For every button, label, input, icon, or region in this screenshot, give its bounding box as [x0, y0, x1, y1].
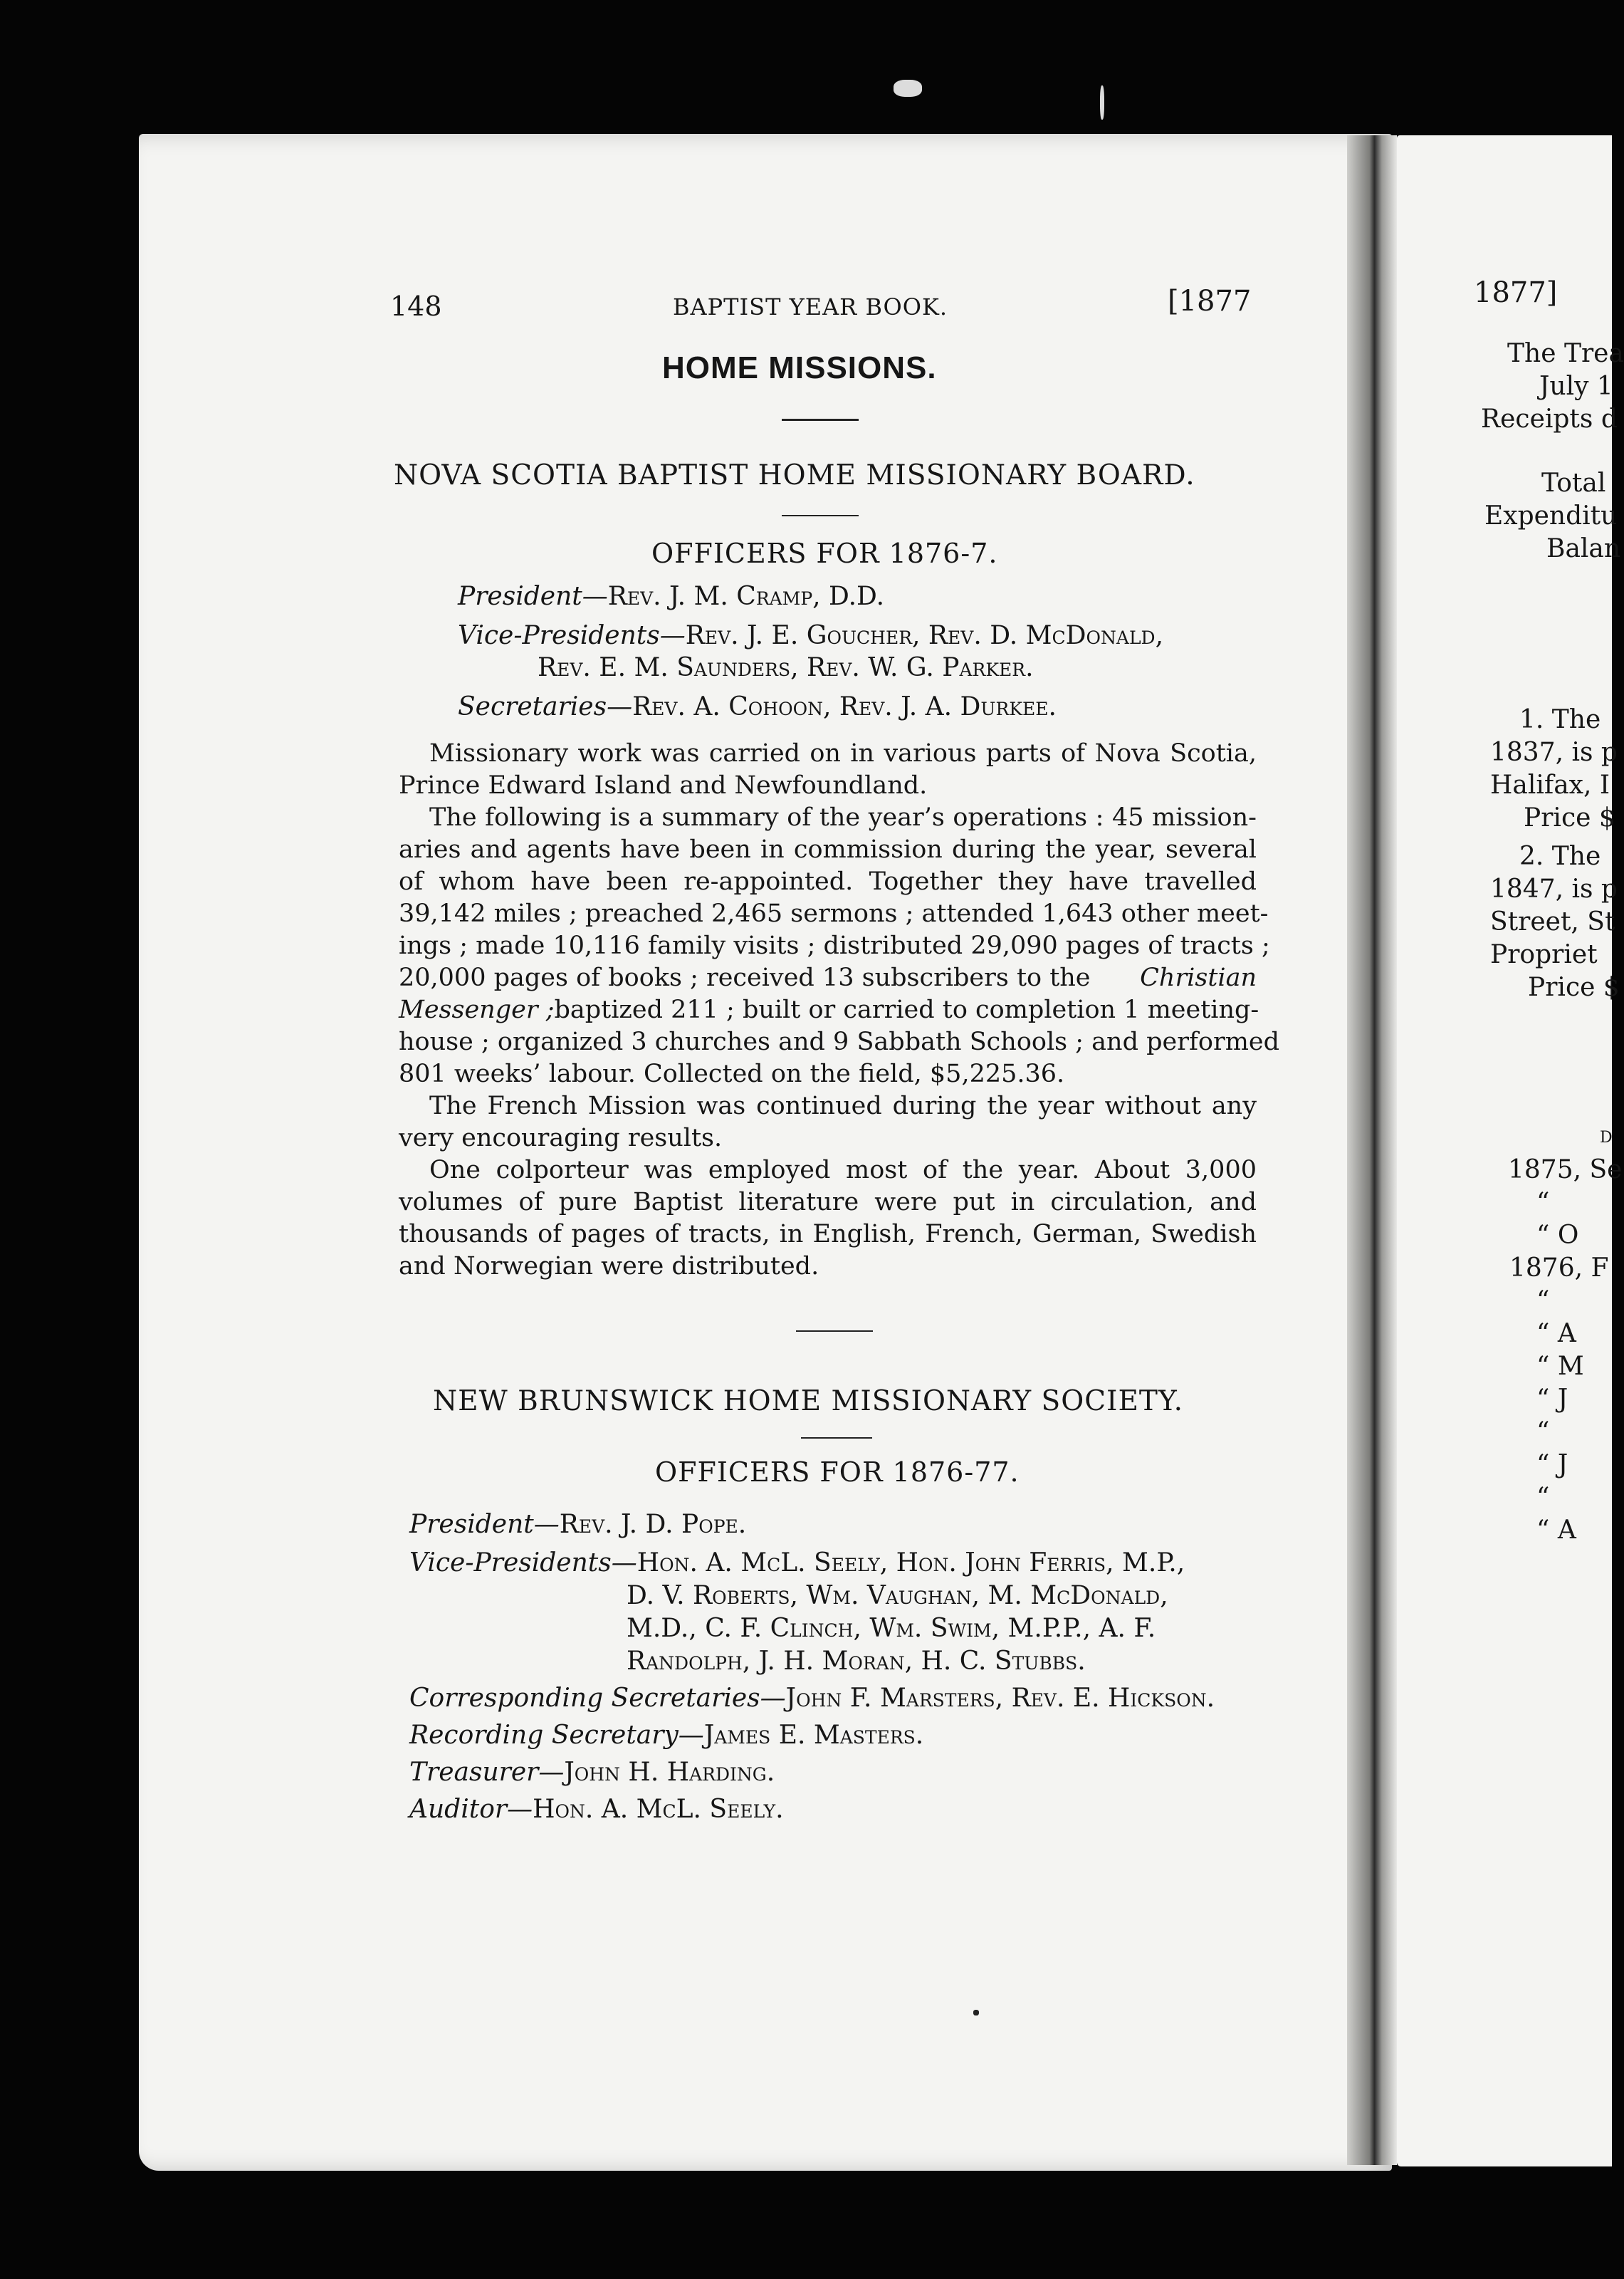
running-title: BAPTIST YEAR BOOK. — [673, 293, 948, 320]
ns-para2-line5: ings ; made 10,116 family visits ; distributed 29,090 pages of tracts ; — [399, 932, 1270, 960]
right-line: July 1 — [1539, 372, 1613, 401]
ns-para3-line1: The French Mission was continued during the year without any — [429, 1092, 1257, 1120]
ns-para2-line8: house ; organized 3 churches and 9 Sabbath Schools ; and performed — [399, 1028, 1280, 1056]
right-line: Price $ — [1524, 803, 1615, 833]
right-line: Balan — [1546, 534, 1621, 563]
nb-vp-line2: D. V. Roberts, Wm. Vaughan, M. McDonald, — [627, 1581, 1168, 1610]
divider — [782, 515, 859, 516]
nb-heading: NEW BRUNSWICK HOME MISSIONARY SOCIETY. — [433, 1385, 1184, 1417]
officer-names: Rev. J. E. Goucher, Rev. D. McDonald, — [685, 621, 1164, 650]
italic-christian: Christian — [1140, 964, 1257, 992]
right-year: 1877] — [1474, 276, 1558, 309]
right-line: 1847, is p — [1490, 875, 1618, 904]
scan-speck — [894, 80, 922, 97]
ns-vice-presidents — [458, 620, 1163, 652]
ns-para2-line4: 39,142 miles ; preached 2,465 sermons ; attended 1,643 other meet- — [399, 899, 1269, 928]
officer-names: John H. Harding. — [564, 1758, 775, 1787]
ns-officers-heading: OFFICERS FOR 1876-7. — [651, 538, 998, 569]
ns-para4-line4: and Norwegian were distributed. — [399, 1252, 819, 1281]
divider — [801, 1437, 872, 1439]
right-line: The Trea — [1507, 339, 1624, 368]
nb-treasurer — [409, 1756, 775, 1789]
divider — [782, 419, 859, 421]
ns-para2-line6-text: 20,000 pages of books ; received 13 subscribers to the — [399, 964, 1091, 992]
officer-names: Rev. J. D. Pope. — [559, 1510, 747, 1539]
role-label: President— — [409, 1510, 560, 1539]
right-line: 1875, Se — [1508, 1155, 1623, 1184]
ns-para4-line1: One colporteur was employed most of the year. About 3,000 — [429, 1156, 1257, 1184]
officer-names: Rev. J. M. Cramp, D.D. — [607, 582, 885, 611]
ns-vice-presidents-cont: Rev. E. M. Saunders, Rev. W. G. Parker. — [538, 653, 1034, 682]
nb-recording-secretary — [409, 1719, 923, 1752]
ns-para4-line3: thousands of pages of tracts, in English, French, German, Swedish — [399, 1220, 1257, 1248]
role-label: Recording Secretary— — [409, 1721, 704, 1750]
nb-vp-line3: M.D., C. F. Clinch, Wm. Swim, M.P.P., A. F. — [627, 1614, 1156, 1643]
officer-names: Hon. A. McL. Seely, Hon. John Ferris, M.P., — [636, 1548, 1185, 1577]
right-line: “ — [1536, 1286, 1550, 1315]
ns-secretaries — [458, 691, 1057, 724]
book-gutter — [1347, 135, 1397, 2165]
right-line: “ — [1536, 1188, 1550, 1217]
officer-names: James E. Masters. — [703, 1721, 924, 1750]
role-label: Secretaries— — [458, 692, 633, 721]
right-line: “ — [1536, 1483, 1550, 1512]
right-line: “ — [1536, 1417, 1550, 1446]
right-line: “ J — [1536, 1384, 1568, 1414]
scan-speck — [1100, 85, 1104, 120]
ink-dot — [973, 2010, 979, 2015]
right-line: “ J — [1536, 1450, 1568, 1479]
officer-names: John F. Marsters, Rev. E. Hickson. — [785, 1684, 1215, 1713]
right-line: “ A — [1536, 1319, 1576, 1348]
right-line: 2. The — [1519, 842, 1601, 871]
right-line: Expenditu — [1484, 501, 1618, 531]
ns-para3-line2: very encouraging results. — [399, 1124, 723, 1152]
ns-para2-line2: aries and agents have been in commission during the year, several — [399, 835, 1257, 864]
running-year: [1877 — [1168, 285, 1252, 318]
nb-vice-presidents — [409, 1547, 1185, 1580]
right-line: “ A — [1536, 1516, 1576, 1545]
right-line: D — [1600, 1129, 1613, 1147]
right-line: “ M — [1536, 1352, 1584, 1381]
left-page — [139, 134, 1392, 2171]
right-line: 1876, F — [1509, 1253, 1609, 1283]
ns-para2-line1: The following is a summary of the year’s operations : 45 mission- — [429, 803, 1257, 832]
right-line: Street, St — [1490, 907, 1615, 937]
officer-names: Hon. A. McL. Seely. — [533, 1795, 784, 1824]
nb-president — [409, 1508, 746, 1541]
right-line: Price $ — [1528, 973, 1620, 1002]
right-line: 1837, is p — [1490, 738, 1618, 767]
page-number: 148 — [390, 291, 442, 322]
divider — [796, 1330, 873, 1332]
role-label: Vice-Presidents— — [409, 1548, 637, 1577]
role-label: Vice-Presidents— — [458, 621, 686, 650]
ns-para1-line2: Prince Edward Island and Newfoundland. — [399, 771, 928, 800]
right-line: 1. The — [1519, 705, 1601, 734]
ns-heading: NOVA SCOTIA BAPTIST HOME MISSIONARY BOARD. — [394, 459, 1195, 491]
ns-para4-line2: volumes of pure Baptist literature were put in circulation, and — [399, 1188, 1257, 1216]
right-line: Total — [1541, 469, 1606, 498]
section-title: HOME MISSIONS. — [662, 350, 937, 385]
right-line: Halifax, I — [1490, 771, 1610, 800]
nb-corresponding-secretaries — [409, 1682, 1215, 1715]
ns-para2-line7 — [399, 994, 1257, 1026]
right-line: Propriet — [1490, 940, 1598, 969]
nb-officers-heading: OFFICERS FOR 1876-77. — [655, 1456, 1020, 1488]
role-label: Corresponding Secretaries— — [409, 1684, 786, 1713]
role-label: President— — [458, 582, 608, 611]
ns-president — [458, 580, 884, 613]
officer-names: Rev. A. Cohoon, Rev. J. A. Durkee. — [632, 692, 1057, 721]
right-page — [1397, 135, 1612, 2166]
nb-vp-line4: Randolph, J. H. Moran, H. C. Stubbs. — [627, 1647, 1086, 1676]
right-line: “ O — [1536, 1221, 1579, 1250]
role-label: Auditor— — [409, 1795, 533, 1824]
nb-auditor — [409, 1793, 784, 1826]
ns-para2-line7-text: baptized 211 ; built or carried to completion 1 meeting- — [554, 996, 1259, 1024]
right-line: Receipts d — [1481, 405, 1618, 434]
ns-para2-line3: of whom have been re-appointed. Together they have travelled — [399, 867, 1257, 896]
ns-para2-line9: 801 weeks’ labour. Collected on the field, $5,225.36. — [399, 1060, 1065, 1088]
role-label: Treasurer— — [409, 1758, 565, 1787]
italic-messenger: Messenger ; — [399, 996, 555, 1024]
ns-para2-line6 — [399, 961, 1257, 994]
ns-para1-line1: Missionary work was carried on in various parts of Nova Scotia, — [429, 739, 1257, 768]
